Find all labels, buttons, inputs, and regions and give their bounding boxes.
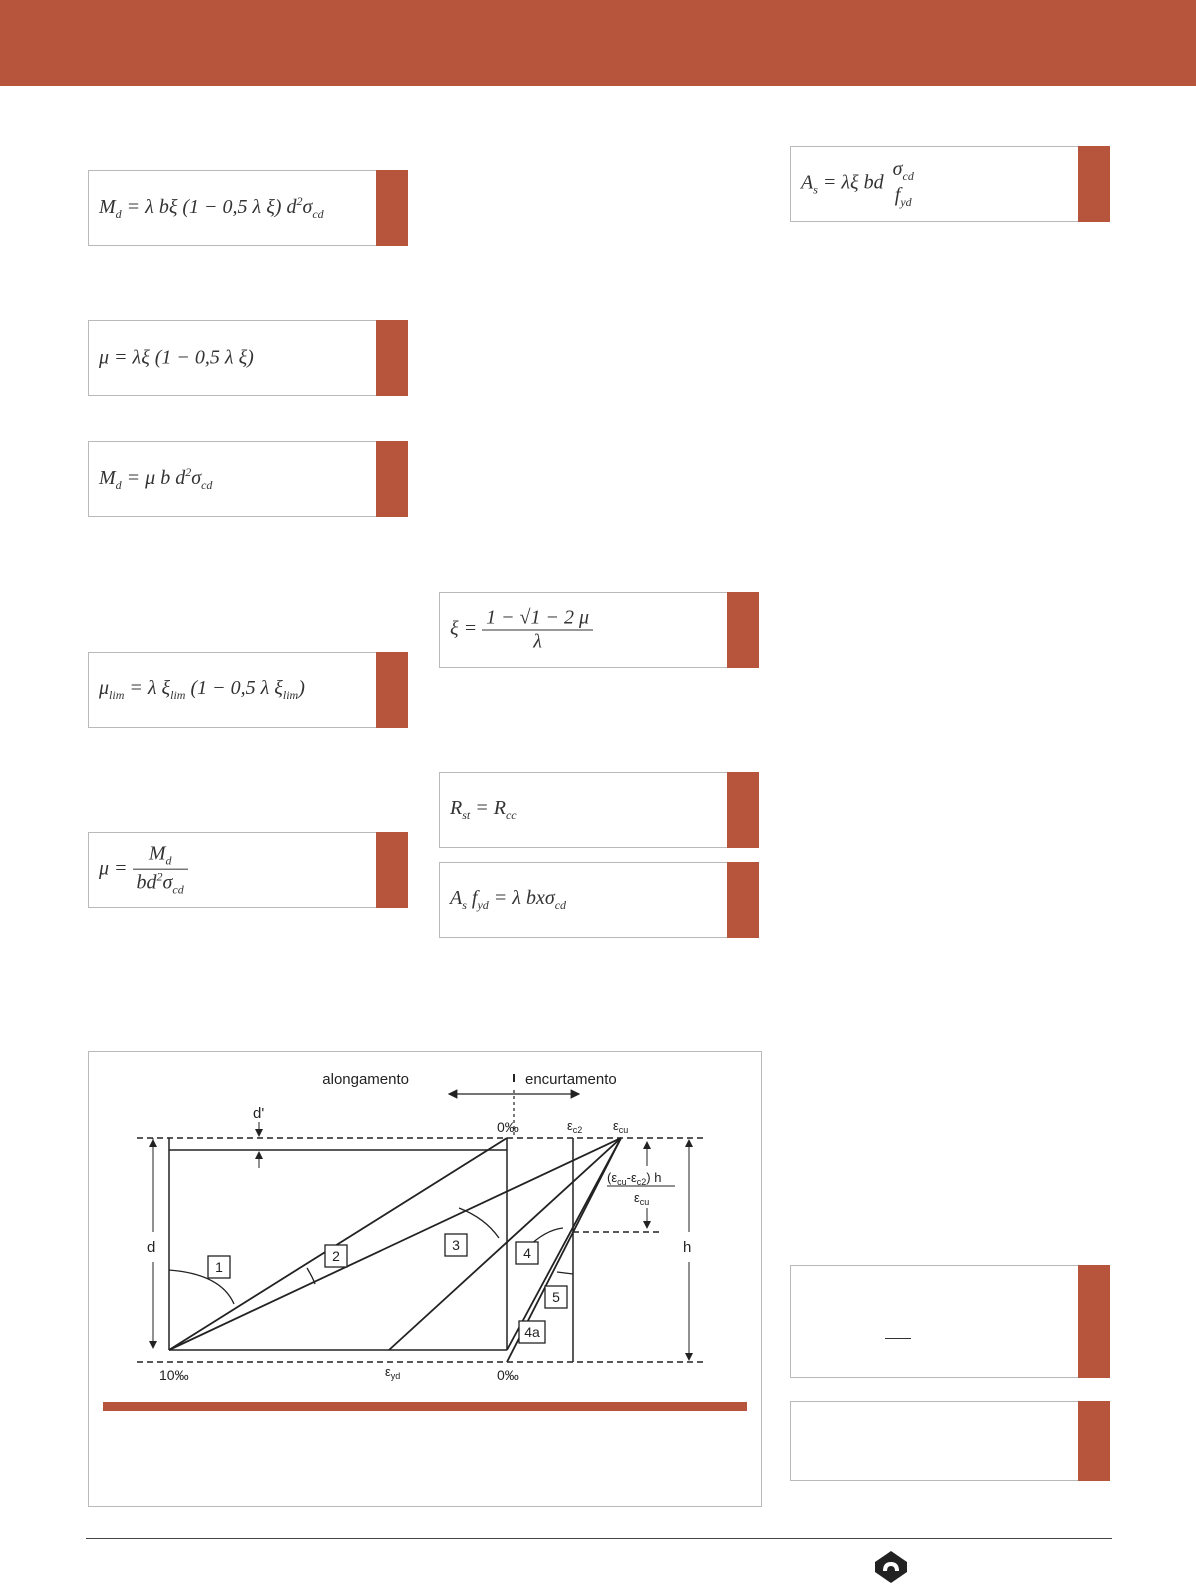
label-h: h (683, 1239, 692, 1256)
equation-tab (1078, 1401, 1110, 1481)
label-alongamento: alongamento (322, 1071, 409, 1088)
domain-label-4a (519, 1321, 545, 1343)
strain-domains-figure (88, 1051, 762, 1507)
equation-as-fyd: $A_s$ $f_{yd} = \lambda$ bxσ$_{cd}$ (439, 862, 759, 938)
equation-xi: ξ = $\frac{1 - √1 - 2 \mu}{\lambda}$ (439, 592, 759, 668)
figure-caption-bar (103, 1402, 747, 1411)
equation-md-full: $M_d = \lambda$ bξ (1 − 0,5 λ ξ) $d^2\sigma_{cd}$ (88, 170, 408, 246)
label-ratio-denominator: $\varepsilon_{cu}$ (634, 1190, 650, 1207)
domain-label-2 (325, 1245, 347, 1267)
svg-text:1: 1 (215, 1259, 223, 1275)
label-zero-top: 0‰ (497, 1119, 519, 1135)
header-band (0, 0, 1196, 86)
label-ratio-numerator: $(\varepsilon_{cu}-\varepsilon_{c2})$ h (607, 1170, 662, 1187)
equation-mu-lim: $\mu_{lim} = \lambda$ $\xi_{lim}$ (1 − 0,5 λ $\xi_{lim}$) (88, 652, 408, 728)
equation-mu-fraction: μ = $\frac{M_d}{bd^2\sigma_{cd}}$ (88, 832, 408, 908)
domain-label-5 (545, 1286, 567, 1308)
equation-mu: μ = λξ (1 − 0,5 λ ξ) (88, 320, 408, 396)
svg-text:5: 5 (552, 1289, 560, 1305)
equation-as-top: $A_s = \lambda\xi$ bd $\sigma_{cd}$ $f_{yd}$ (790, 146, 1110, 222)
label-ten-permil: 10‰ (159, 1367, 189, 1383)
equation-tab (727, 772, 759, 848)
fraction-line (885, 1338, 911, 1339)
label-ec2: $\varepsilon_{c2}$ (567, 1118, 583, 1135)
svg-text:2: 2 (332, 1248, 340, 1264)
svg-text:4: 4 (523, 1245, 531, 1261)
equation-tab (376, 441, 408, 517)
equation-tab (727, 592, 759, 668)
equation-box-blank-1 (790, 1265, 1110, 1378)
svg-text:4a: 4a (524, 1324, 540, 1340)
footer-rule (86, 1538, 1112, 1539)
equation-tab (727, 862, 759, 938)
label-eyd: $\varepsilon_{yd}$ (385, 1364, 401, 1381)
equation-tab (376, 832, 408, 908)
publisher-logo-icon (874, 1550, 908, 1584)
equation-tab (376, 652, 408, 728)
domain-label-4 (516, 1242, 538, 1264)
strain-domains-diagram (89, 1052, 761, 1506)
label-d: d (147, 1239, 156, 1256)
equation-md-mu: $M_d = \mu$ b $d^2\sigma_{cd}$ (88, 441, 408, 517)
svg-text:3: 3 (452, 1237, 460, 1253)
label-d-prime: d' (253, 1105, 265, 1122)
domain-label-3 (445, 1234, 467, 1256)
equation-tab (376, 320, 408, 396)
equation-tab (1078, 146, 1110, 222)
label-ecu: $\varepsilon_{cu}$ (613, 1118, 629, 1135)
equation-rst-rcc: $R_{st} = R_{cc}$ (439, 772, 759, 848)
label-zero-bottom: 0‰ (497, 1367, 519, 1383)
equation-tab (1078, 1265, 1110, 1378)
label-encurtamento: encurtamento (525, 1071, 617, 1088)
domain-label-1 (208, 1256, 230, 1278)
equation-tab (376, 170, 408, 246)
equation-box-blank-2 (790, 1401, 1110, 1481)
